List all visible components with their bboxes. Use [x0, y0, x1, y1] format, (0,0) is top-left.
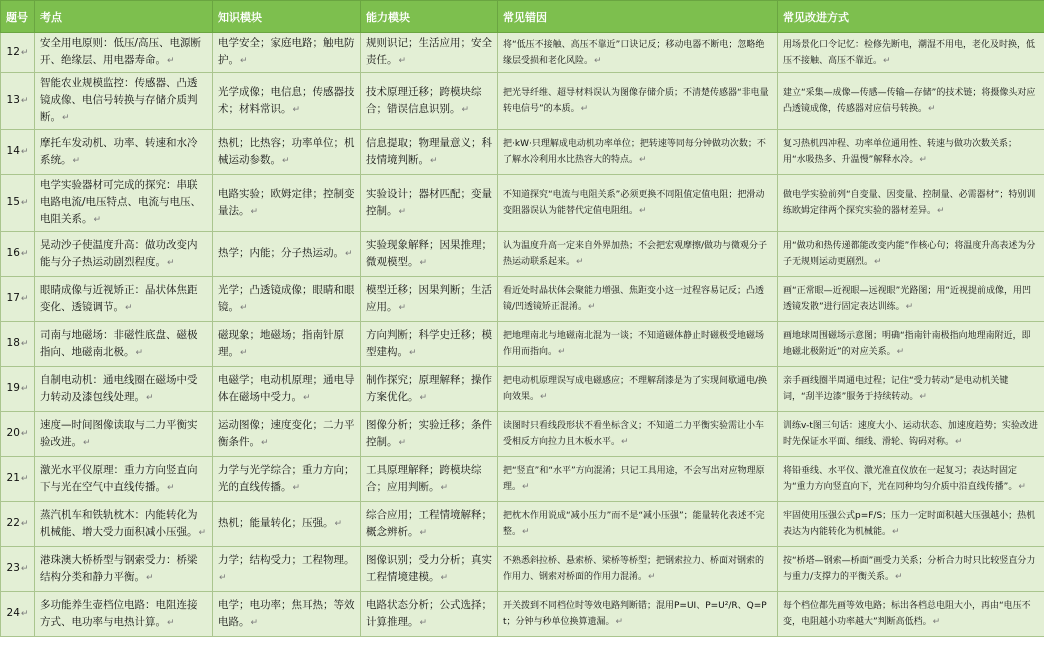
num-text: 17	[6, 292, 20, 304]
header-row	[1, 1, 1044, 33]
header-num: 题号	[1, 1, 35, 33]
return-mark-icon: ↵	[167, 56, 175, 66]
cuoyin-text: 开关拨到不同档位时等效电路判断错；混用P=UI、P=U²/R、Q=Pt；分钟与秒单位换算遗漏。	[503, 601, 767, 627]
zhishi-text: 电学；电功率；焦耳热；等效电路。	[218, 598, 355, 628]
cell-zhishi	[213, 73, 361, 130]
return-mark-icon: ↵	[419, 617, 428, 628]
nengli-text: 实验现象解释；因果推理；微观模型。	[366, 238, 492, 268]
table-row	[1, 175, 1044, 232]
gaijin-text: 亲手画线圈半周通电过程；记住“受力转动”是电动机关键词，“刮半边漆”服务于持续转动。	[783, 376, 1009, 402]
cell-gaijin	[778, 322, 1044, 367]
return-mark-icon: ↵	[522, 482, 530, 492]
return-mark-icon: ↵	[292, 482, 301, 493]
cuoyin-text: 把·kW·只理解成电动机功率单位；把转速等同每分钟做功次数；不了解水冷利用水比热容大的特点。	[503, 139, 766, 165]
header-nengli: 能力模块	[361, 1, 498, 33]
return-mark-icon: ↵	[919, 155, 927, 165]
cell-kaodian	[35, 412, 213, 457]
return-mark-icon: ↵	[558, 347, 566, 357]
return-mark-icon: ↵	[895, 572, 903, 582]
return-mark-icon: ↵	[932, 617, 941, 627]
gaijin-text: 画“正常眼—近视眼—远视眼”光路图；用“近视提前成像，用凹透镜发散”进行固定表达训练。	[783, 286, 1031, 312]
return-mark-icon: ↵	[588, 302, 596, 312]
cell-nengli	[361, 502, 498, 547]
return-mark-icon: ↵	[345, 249, 353, 259]
cuoyin-text: 把地理南北与地磁南北混为一谈；不知道磁体静止时磁极受地磁场作用而指向。	[503, 331, 765, 357]
cell-nengli	[361, 592, 498, 637]
return-mark-icon: ↵	[955, 437, 963, 447]
cell-zhishi	[213, 457, 361, 502]
return-mark-icon: ↵	[576, 257, 584, 267]
cuoyin-text: 不熟悉斜拉桥、悬索桥、梁桥等桥型；把钢索拉力、桥面对钢索的作用力、钢索对桥面的作用力混淆。	[503, 556, 765, 582]
cell-gaijin	[778, 547, 1044, 592]
cell-cuoyin	[498, 322, 778, 367]
return-mark-icon: ↵	[20, 519, 29, 529]
return-mark-icon: ↵	[639, 206, 647, 216]
return-mark-icon: ↵	[398, 302, 407, 313]
cell-nengli	[361, 412, 498, 457]
return-mark-icon: ↵	[20, 564, 29, 574]
return-mark-icon: ↵	[240, 347, 248, 358]
return-mark-icon: ↵	[648, 572, 656, 582]
return-mark-icon: ↵	[20, 384, 29, 394]
cell-num	[1, 33, 35, 73]
return-mark-icon: ↵	[20, 609, 29, 619]
gaijin-text: 画地球周围磁场示意图；明确“指南针南极指向地理南附近，即地磁北极附近”的对应关系。	[783, 331, 1031, 357]
nengli-text: 信息提取；物理量意义；科技情境判断。	[366, 136, 492, 166]
header-cuoyin: 常见错因	[498, 1, 778, 33]
cell-nengli	[361, 367, 498, 412]
return-mark-icon: ↵	[282, 155, 290, 166]
cell-num	[1, 130, 35, 175]
kaodian-text: 速度—时间图像读取与二力平衡实验改进。	[40, 418, 198, 448]
cell-nengli	[361, 277, 498, 322]
cell-cuoyin	[498, 502, 778, 547]
cell-zhishi	[213, 33, 361, 73]
cell-gaijin	[778, 277, 1044, 322]
gaijin-text: 将铅垂线、水平仪、激光准直仪放在一起复习；表达时固定为“重力方向竖直向下，光在同种均匀介质中沿直线传播”。	[783, 466, 1018, 492]
zhishi-text: 力学；结构受力；工程物理。	[218, 553, 355, 566]
cell-gaijin	[778, 130, 1044, 175]
return-mark-icon: ↵	[20, 147, 29, 157]
cell-cuoyin	[498, 412, 778, 457]
cell-num	[1, 592, 35, 637]
cuoyin-text: 把“竖直”和“水平”方向混淆；只记工具用途，不会写出对应物理原理。	[503, 466, 765, 492]
gaijin-text: 用场景化口令记忆：检修先断电，潮湿不用电，老化及时换，低压不接触、高压不靠近。	[783, 39, 1036, 66]
cell-kaodian	[35, 547, 213, 592]
kaodian-text: 港珠澳大桥桥型与钢索受力：桥梁结构分类和静力平衡。	[40, 553, 198, 583]
cell-cuoyin	[498, 592, 778, 637]
cell-num	[1, 175, 35, 232]
num-text: 14	[6, 145, 20, 157]
return-mark-icon: ↵	[303, 392, 311, 403]
cell-nengli	[361, 322, 498, 367]
cell-num	[1, 73, 35, 130]
return-mark-icon: ↵	[219, 572, 227, 583]
num-text: 22	[6, 517, 20, 529]
kaodian-text: 蒸汽机车和铁轨枕木：内能转化为机械能、增大受力面积减小压强。	[40, 508, 198, 538]
return-mark-icon: ↵	[419, 527, 428, 538]
return-mark-icon: ↵	[540, 392, 548, 402]
return-mark-icon: ↵	[20, 294, 29, 304]
return-mark-icon: ↵	[83, 437, 91, 448]
num-text: 24	[6, 607, 20, 619]
cell-cuoyin	[498, 232, 778, 277]
kaodian-text: 安全用电原则：低压/高压、电源断开、绝缘层、用电器寿命。	[40, 37, 202, 66]
return-mark-icon: ↵	[440, 572, 449, 583]
cell-nengli	[361, 175, 498, 232]
table-row	[1, 457, 1044, 502]
kaodian-text: 自制电动机：通电线圈在磁场中受力转动及漆包线处理。	[40, 373, 198, 403]
return-mark-icon: ↵	[937, 206, 945, 216]
return-mark-icon: ↵	[93, 215, 102, 225]
zhishi-text: 热学；内能；分子热运动。	[218, 247, 344, 259]
cell-num	[1, 547, 35, 592]
num-text: 23	[6, 562, 20, 574]
cell-cuoyin	[498, 73, 778, 130]
return-mark-icon: ↵	[198, 527, 207, 538]
return-mark-icon: ↵	[615, 617, 624, 627]
return-mark-icon: ↵	[240, 56, 248, 66]
cell-num	[1, 412, 35, 457]
cell-zhishi	[213, 412, 361, 457]
cell-nengli	[361, 33, 498, 73]
nengli-text: 规则识记；生活应用；安全责任。	[366, 37, 492, 66]
cell-nengli	[361, 457, 498, 502]
return-mark-icon: ↵	[146, 572, 154, 583]
cell-kaodian	[35, 175, 213, 232]
cuoyin-text: 将“低压不接触、高压不靠近”口诀记反；移动电器不断电；忽略绝缘层受损和老化风险。	[503, 39, 765, 66]
cuoyin-text: 把光导纤维、超导材料误认为图像存储介质；不清楚传感器“非电量转电信号”的本质。	[503, 88, 769, 114]
return-mark-icon: ↵	[20, 198, 29, 208]
return-mark-icon: ↵	[62, 113, 70, 123]
cell-cuoyin	[498, 130, 778, 175]
table-row	[1, 412, 1044, 457]
cell-num	[1, 367, 35, 412]
table-row	[1, 547, 1044, 592]
cell-num	[1, 232, 35, 277]
zhishi-text: 电学安全；家庭电路；触电防护。	[218, 37, 355, 66]
kaodian-text: 智能农业规模监控：传感器、凸透镜成像、电信号转换与存储介质判断。	[40, 77, 198, 123]
num-text: 21	[6, 472, 20, 484]
zhishi-text: 运动图像；速度变化；二力平衡条件。	[218, 418, 355, 448]
return-mark-icon: ↵	[621, 437, 629, 447]
cell-gaijin	[778, 73, 1044, 130]
cell-nengli	[361, 73, 498, 130]
gaijin-text: 用“做功和热传递都能改变内能”作核心句；将温度升高表述为分子无规则运动更剧烈。	[783, 241, 1036, 267]
cell-cuoyin	[498, 457, 778, 502]
cell-kaodian	[35, 130, 213, 175]
nengli-text: 模型迁移；因果判断；生活应用。	[366, 283, 492, 313]
cell-cuoyin	[498, 277, 778, 322]
kaodian-text: 多功能养生壶档位电路：电阻连接方式、电功率与电热计算。	[40, 598, 198, 628]
zhishi-text: 力学与光学综合；重力方向；光的直线传播。	[218, 463, 355, 493]
cell-num	[1, 322, 35, 367]
cell-gaijin	[778, 33, 1044, 73]
cell-zhishi	[213, 547, 361, 592]
header-gaijin: 常见改进方式	[778, 1, 1044, 33]
zhishi-text: 热机；能量转化；压强。	[218, 517, 334, 529]
nengli-text: 制作探究；原理解释；操作方案优化。	[366, 373, 492, 403]
cell-kaodian	[35, 33, 213, 73]
zhishi-text: 电磁学；电动机原理；通电导体在磁场中受力。	[218, 373, 355, 403]
cell-gaijin	[778, 502, 1044, 547]
table-row	[1, 502, 1044, 547]
return-mark-icon: ↵	[419, 392, 428, 403]
cell-zhishi	[213, 502, 361, 547]
return-mark-icon: ↵	[896, 347, 905, 357]
cell-kaodian	[35, 322, 213, 367]
cell-zhishi	[213, 592, 361, 637]
header-kaodian: 考点	[35, 1, 213, 33]
return-mark-icon: ↵	[250, 206, 259, 217]
header-zhishi: 知识模块	[213, 1, 361, 33]
return-mark-icon: ↵	[292, 104, 301, 115]
kaodian-text: 电学实验器材可完成的探究：串联电路电流/电压特点、电流与电压、电阻关系。	[40, 179, 202, 225]
cuoyin-text: 认为温度升高一定来自外界加热；不会把宏观摩擦/做功与微观分子热运动联系起来。	[503, 241, 768, 267]
return-mark-icon: ↵	[580, 104, 589, 114]
return-mark-icon: ↵	[240, 302, 248, 313]
return-mark-icon: ↵	[20, 429, 29, 439]
kaodian-text: 司南与地磁场：非磁性底盘、磁极指向、地磁南北极。	[40, 328, 198, 358]
table-row	[1, 277, 1044, 322]
cell-gaijin	[778, 412, 1044, 457]
cuoyin-text: 不知道探究“电流与电阻关系”必须更换不同阻值定值电阻；把滑动变阻器误认为能替代定值电阻组。	[503, 190, 765, 216]
cuoyin-text: 读图时只看线段形状不看坐标含义；不知道二力平衡实验需让小车受相反方向拉力且木板水平。	[503, 421, 765, 447]
nengli-text: 工具原理解释；跨模块综合；应用判断。	[366, 463, 482, 493]
return-mark-icon: ↵	[167, 617, 175, 628]
num-text: 13	[6, 94, 20, 106]
table-row	[1, 367, 1044, 412]
return-mark-icon: ↵	[905, 302, 914, 312]
table-row	[1, 592, 1044, 637]
return-mark-icon: ↵	[20, 249, 29, 259]
cell-zhishi	[213, 130, 361, 175]
return-mark-icon: ↵	[167, 482, 175, 493]
return-mark-icon: ↵	[430, 155, 438, 166]
return-mark-icon: ↵	[72, 155, 81, 166]
cell-zhishi	[213, 175, 361, 232]
table-row	[1, 232, 1044, 277]
cell-gaijin	[778, 592, 1044, 637]
cell-zhishi	[213, 367, 361, 412]
cell-nengli	[361, 232, 498, 277]
gaijin-text: 牢固使用压强公式p=F/S；压力一定时面积越大压强越小；热机表达为内能转化为机械能。	[783, 511, 1036, 537]
gaijin-text: 建立“采集—成像—传感—传输—存储”的技术链；将摄像头对应凸透镜成像，传感器对应信号转换。	[783, 88, 1036, 114]
cell-zhishi	[213, 322, 361, 367]
cell-gaijin	[778, 175, 1044, 232]
zhishi-text: 光学；凸透镜成像；眼睛和眼镜。	[218, 283, 355, 313]
return-mark-icon: ↵	[334, 519, 343, 529]
cell-kaodian	[35, 73, 213, 130]
return-mark-icon: ↵	[440, 482, 449, 493]
return-mark-icon: ↵	[167, 257, 175, 268]
return-mark-icon: ↵	[419, 257, 428, 268]
table-row	[1, 130, 1044, 175]
zhishi-text: 磁现象；地磁场；指南针原理。	[218, 328, 344, 358]
return-mark-icon: ↵	[883, 55, 891, 66]
num-text: 19	[6, 382, 20, 394]
return-mark-icon: ↵	[1018, 482, 1026, 492]
return-mark-icon: ↵	[874, 257, 882, 267]
gaijin-text: 做电学实验前列“自变量、因变量、控制量、必需器材”；特别训练欧姆定律两个探究实验的器材差异。	[783, 190, 1036, 216]
nengli-text: 技术原理迁移；跨模块综合；错误信息识别。	[366, 85, 482, 115]
cuoyin-text: 把枕木作用说成“减小压力”而不是“减小压强”；能量转化表述不完整。	[503, 511, 765, 537]
num-text: 20	[6, 427, 20, 439]
return-mark-icon: ↵	[20, 474, 29, 484]
cell-zhishi	[213, 277, 361, 322]
gaijin-text: 每个档位都先画等效电路；标出各档总电阻大小，再由“电压不变，电阻越小功率越大”判断高低档。	[783, 601, 1031, 627]
kaodian-text: 激光水平仪原理：重力方向竖直向下与光在空气中直线传播。	[40, 463, 198, 493]
cell-kaodian	[35, 277, 213, 322]
cell-kaodian	[35, 592, 213, 637]
return-mark-icon: ↵	[20, 47, 29, 58]
nengli-text: 图像识别；受力分析；真实工程情境建模。	[366, 553, 492, 583]
kaodian-text: 晃动沙子使温度升高：做功改变内能与分子热运动剧烈程度。	[40, 238, 198, 268]
kaodian-text: 眼睛成像与近视矫正：晶状体焦距变化、透镜调节。	[40, 283, 198, 313]
table-row	[1, 73, 1044, 130]
cell-num	[1, 277, 35, 322]
return-mark-icon: ↵	[20, 339, 29, 349]
kaodian-text: 摩托车发动机、功率、转速和水冷系统。	[40, 136, 198, 166]
cell-kaodian	[35, 502, 213, 547]
cell-zhishi	[213, 232, 361, 277]
cell-kaodian	[35, 232, 213, 277]
cell-cuoyin	[498, 175, 778, 232]
cell-kaodian	[35, 457, 213, 502]
cell-nengli	[361, 547, 498, 592]
table-row	[1, 33, 1044, 73]
return-mark-icon: ↵	[919, 392, 927, 402]
zhishi-text: 光学成像；电信息；传感器技术；材料常识。	[218, 85, 355, 115]
cell-kaodian	[35, 367, 213, 412]
return-mark-icon: ↵	[461, 104, 470, 115]
cuoyin-text: 把电动机原理误写成电磁感应；不理解刮漆是为了实现间歇通电/换向效果。	[503, 376, 768, 402]
return-mark-icon: ↵	[594, 55, 602, 66]
return-mark-icon: ↵	[398, 206, 407, 217]
num-text: 18	[6, 337, 20, 349]
gaijin-text: 复习热机四冲程、功率单位通用性、转速与做功次数关系；用“水吸热多、升温慢”解释水冷。	[783, 139, 1018, 165]
cell-cuoyin	[498, 33, 778, 73]
num-text: 12	[6, 45, 20, 58]
return-mark-icon: ↵	[261, 437, 269, 448]
cell-num	[1, 502, 35, 547]
cell-cuoyin	[498, 547, 778, 592]
num-text: 15	[6, 196, 20, 208]
cuoyin-text: 看近处时晶状体会聚能力增强、焦距变小这一过程容易记反；凸透镜/凹透镜矫正混淆。	[503, 286, 765, 312]
nengli-text: 综合应用；工程情境解释；概念辨析。	[366, 508, 492, 538]
nengli-text: 图像分析；实验迁移；条件控制。	[366, 418, 492, 448]
cell-gaijin	[778, 457, 1044, 502]
gaijin-text: 按“桥塔—钢索—桥面”画受力关系；分析合力时只比较竖直分力与重力/支撑力的平衡关系。	[783, 556, 1036, 582]
table-row	[1, 322, 1044, 367]
return-mark-icon: ↵	[522, 527, 530, 537]
nengli-text: 实验设计；器材匹配；变量控制。	[366, 187, 492, 217]
cell-cuoyin	[498, 367, 778, 412]
return-mark-icon: ↵	[409, 347, 417, 358]
cell-num	[1, 457, 35, 502]
return-mark-icon: ↵	[146, 392, 154, 403]
return-mark-icon: ↵	[639, 155, 647, 165]
cell-nengli	[361, 130, 498, 175]
return-mark-icon: ↵	[398, 56, 407, 66]
zhishi-text: 热机；比热容；功率单位；机械运动参数。	[218, 136, 355, 166]
num-text: 16	[6, 247, 20, 259]
nengli-text: 方向判断；科学史迁移；模型建构。	[366, 328, 492, 358]
zhishi-text: 电路实验；欧姆定律；控制变量法。	[218, 187, 355, 217]
return-mark-icon: ↵	[20, 96, 29, 106]
nengli-text: 电路状态分析；公式选择；计算推理。	[366, 598, 492, 628]
return-mark-icon: ↵	[928, 104, 936, 114]
return-mark-icon: ↵	[125, 302, 133, 313]
cell-gaijin	[778, 232, 1044, 277]
return-mark-icon: ↵	[135, 347, 144, 358]
return-mark-icon: ↵	[250, 617, 259, 628]
gaijin-text: 训练v-t图三句话：速度大小、运动状态、加速度趋势；实验改进时先保证水平面、细线、滑轮、钩码对称。	[783, 421, 1038, 447]
return-mark-icon: ↵	[892, 527, 900, 537]
cell-gaijin	[778, 367, 1044, 412]
return-mark-icon: ↵	[398, 437, 407, 448]
